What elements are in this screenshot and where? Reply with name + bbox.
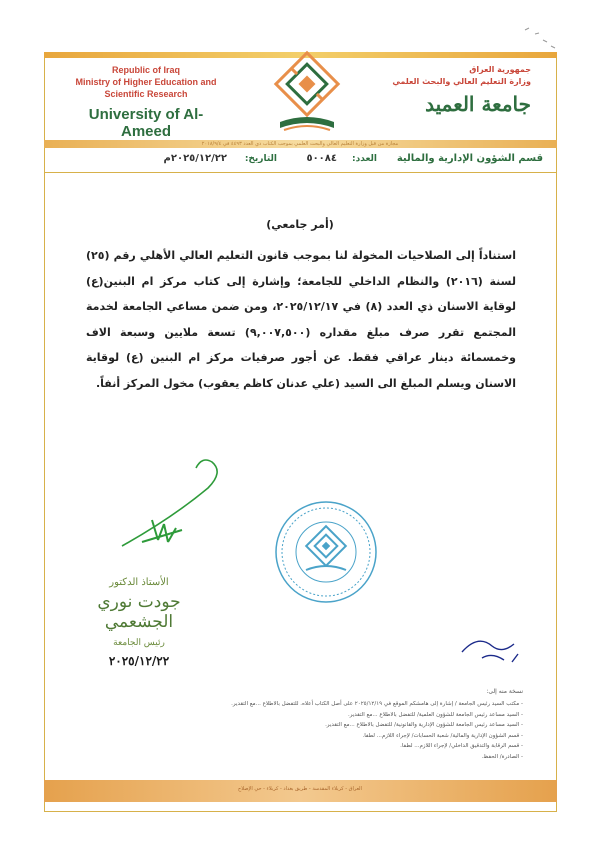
- copy-item: - مكتب السيد رئيس الجامعة / إشارة إلى هامشكم الموقع في ٢٠٢٥/١٢/١٩ على أصل الكتاب أعلاه. للتفضل بالاطلاع ...مع التقدير.: [103, 699, 523, 710]
- arabic-header: [381, 64, 531, 116]
- president-signature: [112, 448, 232, 558]
- university-logo: [262, 44, 352, 136]
- order-paragraph: استناداً إلى الصلاحيات المخولة لنا بموجب قانون التعليم العالي الأهلي رقم (٢٥) لسنة (٢٠١٦) والنظام الداخلي للجامعة؛ وإشارة إلى كتاب مركز ام البنين(ع) لوقاية الاسنان ذي العدد (٨) في ٢٠٢٥/١٢/١٧، ومن ضمن مساعي الجامعة لخدمة المجتمع تقرر صرف مبلغ مقداره (٩,٠٠٧,٥٠٠) تسعة ملايين وسبعة الاف وخمسمائة دينار عراقي فقط. عن أجور صرفيات مركز ام البنين (ع) لوقاية الاسنان ويسلم المبلغ الى السيد (علي عدنان كاظم يعقوب) مخول المركز أنفاً.: [86, 249, 516, 390]
- signature-date: ٢٠٢٥/١٢/٢٢: [108, 654, 170, 668]
- accreditation-text: مجازة من قبل وزارة التعليم العالي والبحث العلمي بموجب الكتاب ذي العدد ٤٤٩٣ في ٢٠١٨/٩/٤: [201, 141, 399, 147]
- copy-item: - قسم الشؤون الإدارية والمالية/ شعبة الحسابات/ لإجراء اللازم... لطفا.: [103, 731, 523, 742]
- english-university-name: University of Al-Ameed: [88, 106, 204, 140]
- english-country: Republic of Iraq: [111, 65, 180, 75]
- initials-signature: [452, 630, 532, 670]
- president-block: [74, 577, 204, 668]
- copy-item: - السيد مساعد رئيس الجامعة للشؤون الإدارية والقانونية/ للتفضل بالاطلاع ...مع التقدير.: [103, 720, 523, 731]
- date-value: ٢٠٢٥/١٢/٢٢م: [163, 153, 227, 164]
- arabic-university-name: جامعة العميد: [425, 92, 531, 116]
- order-body: [86, 243, 516, 396]
- document-meta-row: [44, 150, 557, 173]
- copy-item: - الصادرة/ الحفظ.: [103, 752, 523, 763]
- date-label: التاريخ:: [244, 154, 277, 164]
- president-title: الأستاذ الدكتور: [109, 577, 169, 588]
- arabic-country: جمهورية العراق: [469, 65, 531, 74]
- number-label: العدد:: [352, 154, 377, 164]
- official-seal: [272, 498, 380, 606]
- corner-marks: [521, 22, 561, 52]
- arabic-ministry: وزارة التعليم العالي والبحث العلمي: [392, 77, 531, 86]
- english-header: [66, 64, 226, 140]
- president-role: رئيس الجامعة: [113, 638, 165, 648]
- copy-item: - السيد مساعد رئيس الجامعة للشؤون العلمية/ للتفضل بالاطلاع ...مع التقدير.: [103, 710, 523, 721]
- english-ministry-cont: Scientific Research: [104, 89, 188, 99]
- copies-list: [103, 688, 523, 762]
- president-name: جودت نوري الجشعمي: [97, 592, 181, 632]
- copies-header: نسخة منه إلى:: [486, 688, 523, 695]
- copy-item: - قسم الرقابة والتدقيق الداخلي/ لإجراء اللازم... لطفا.: [103, 741, 523, 752]
- number-value: ٥٠٠٨٤: [306, 153, 337, 164]
- footer-text: العراق - كربلاء المقدسة - طريق بغداد - كربلاء - حي الإصلاح: [238, 786, 362, 792]
- english-ministry: Ministry of Higher Education and: [75, 77, 217, 87]
- department-name: قسم الشؤون الإدارية والمالية: [396, 153, 543, 164]
- order-title: (أمر جامعي): [266, 218, 334, 231]
